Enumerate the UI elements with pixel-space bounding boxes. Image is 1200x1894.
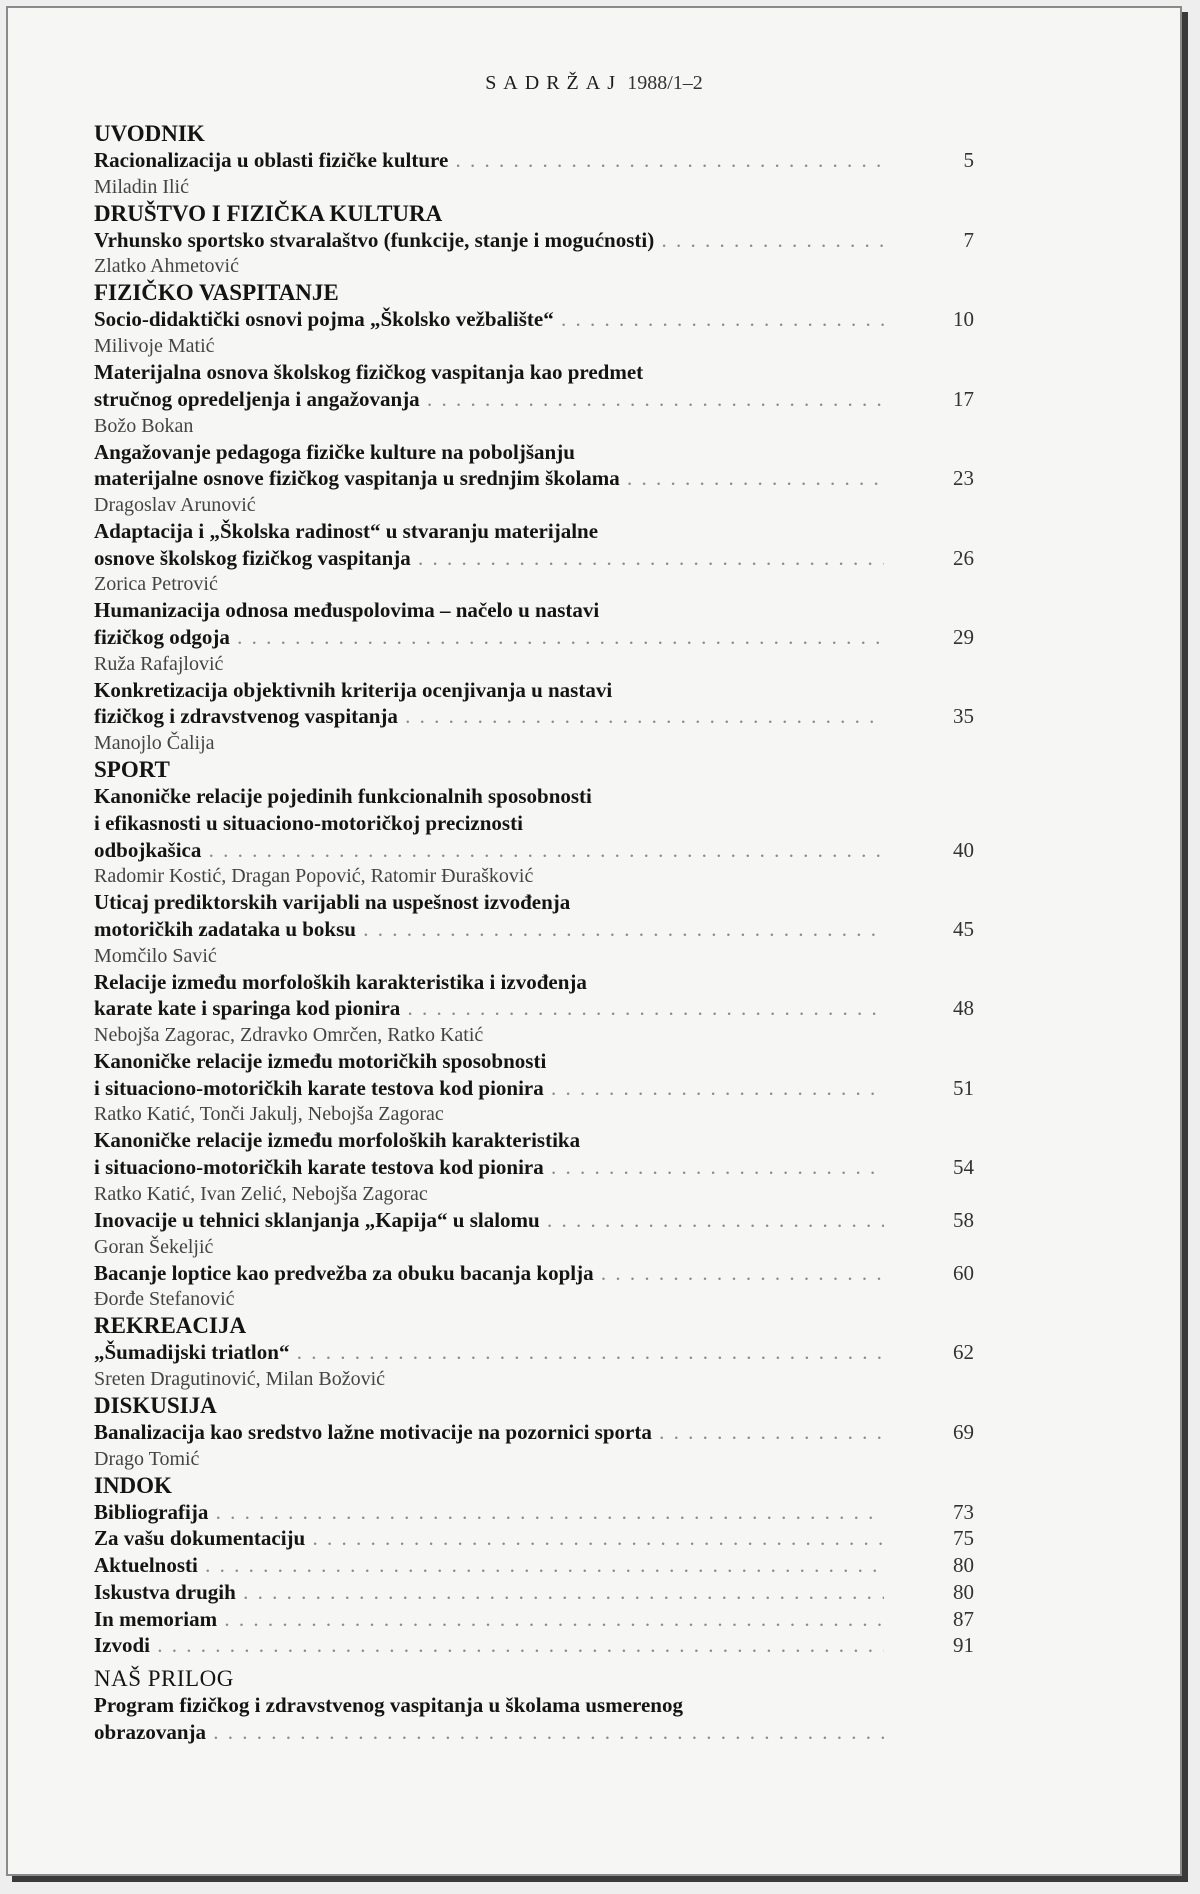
entry-title-line: Humanizacija odnosa međuspolovima – načelo u nastavi (94, 598, 600, 623)
page-number: 91 (953, 1633, 974, 1658)
entry-title-line: Banalizacija kao sredstvo lažne motivacije na pozornici sporta . . . (94, 1419, 884, 1446)
page-number: 80 (953, 1579, 974, 1604)
page-number: 54 (953, 1155, 974, 1180)
entry-title (94, 1579, 974, 1606)
entry-title-line: materijalne osnove fizičkog vaspitanja u srednjim školama . . . (94, 465, 884, 492)
section-heading: INDOK (94, 1472, 172, 1498)
toc-entry[interactable] (94, 439, 974, 518)
entry-title-line: In memoriam . . . (94, 1606, 884, 1633)
entry-title (94, 147, 974, 174)
document-page (6, 6, 1182, 1876)
entry-authors: Sreten Dragutinović, Milan Božović (94, 1367, 386, 1390)
entry-title (94, 1632, 974, 1659)
section-heading: DISKUSIJA (94, 1392, 217, 1418)
page-number: 26 (953, 545, 974, 570)
page-title (8, 70, 1180, 95)
toc-entry[interactable] (94, 1632, 974, 1659)
section-heading: FIZIČKO VASPITANJE (94, 280, 339, 306)
entry-title-line: motoričkih zadataka u boksu . . . (94, 916, 884, 943)
page-number: 45 (953, 916, 974, 941)
section-heading: NAŠ PRILOG (94, 1665, 234, 1691)
toc-entry[interactable] (94, 1260, 974, 1313)
entry-title (94, 1692, 884, 1745)
entry-title-line: Angažovanje pedagoga fizičke kulture na poboljšanju (94, 439, 575, 464)
entry-title-line: Iskustva drugih . . . (94, 1579, 884, 1606)
entry-authors: Dragoslav Arunović (94, 493, 256, 516)
entry-title-line: odbojkašica . . . (94, 837, 884, 864)
section-heading: DRUŠTVO I FIZIČKA KULTURA (94, 200, 443, 226)
toc-entry[interactable] (94, 1692, 974, 1745)
entry-title-line: Socio-didaktički osnovi pojma „Školsko vežbalište“ . . . (94, 306, 884, 333)
toc-entry[interactable] (94, 1339, 974, 1392)
toc-entry[interactable] (94, 1525, 974, 1552)
entry-title-line: Kanoničke relacije između motoričkih sposobnosti (94, 1049, 547, 1074)
entry-title-line: Program fizičkog i zdravstvenog vaspitanja u školama usmerenog (94, 1692, 683, 1717)
entry-title-line: „Šumadijski triatlon“ . . . (94, 1339, 884, 1366)
toc-entry[interactable] (94, 677, 974, 756)
toc-entry[interactable] (94, 227, 974, 280)
section-heading: REKREACIJA (94, 1313, 247, 1339)
entry-title-line: karate kate i sparinga kod pionira . . . (94, 995, 884, 1022)
toc-entry[interactable] (94, 597, 974, 676)
entry-title (94, 359, 974, 412)
entry-authors: Manojlo Čalija (94, 732, 215, 755)
toc-entry[interactable] (94, 1499, 974, 1526)
entry-title-line: i situaciono-motoričkih karate testova kod pionira . . . (94, 1154, 884, 1181)
page-number: 87 (953, 1606, 974, 1631)
entry-authors: Ruža Rafajlović (94, 652, 224, 675)
toc-entry[interactable] (94, 359, 974, 438)
page-number: 73 (953, 1499, 974, 1524)
toc-entry[interactable] (94, 306, 974, 359)
toc-entry[interactable] (94, 1419, 974, 1472)
page-number: 7 (963, 227, 974, 252)
entry-title-line: Za vašu dokumentaciju . . . (94, 1525, 884, 1552)
entry-title-line: Adaptacija i „Školska radinost“ u stvaranju materijalne (94, 518, 599, 543)
page-number: 51 (953, 1075, 974, 1100)
entry-authors: Radomir Kostić, Dragan Popović, Ratomir Đurašković (94, 865, 534, 888)
entry-title-line: Kanoničke relacije pojedinih funkcionalnih sposobnosti (94, 784, 592, 809)
entry-title (94, 1419, 974, 1446)
entry-authors: Momčilo Savić (94, 944, 217, 967)
page-number: 75 (953, 1526, 974, 1551)
entry-authors: Nebojša Zagorac, Zdravko Omrčen, Ratko Katić (94, 1024, 484, 1047)
entry-title-line: Materijalna osnova školskog fizičkog vaspitanja kao predmet (94, 360, 644, 385)
toc-entry[interactable] (94, 783, 974, 889)
entry-authors: Milivoje Matić (94, 335, 215, 358)
page-number: 48 (953, 996, 974, 1021)
page-number: 29 (953, 625, 974, 650)
page-number: 62 (953, 1340, 974, 1365)
toc-entry[interactable] (94, 1207, 974, 1260)
page-number: 35 (953, 704, 974, 729)
page-number: 23 (953, 466, 974, 491)
contents-heading: SADRŽAJ (485, 72, 622, 94)
page-number: 58 (953, 1207, 974, 1232)
entry-title-line: Kanoničke relacije između morfoloških karakteristika (94, 1128, 581, 1153)
entry-title-line: Inovacije u tehnici sklanjanja „Kapija“ u slalomu . . . (94, 1207, 884, 1234)
entry-title (94, 597, 974, 650)
entry-title (94, 1606, 974, 1633)
page-number: 40 (953, 837, 974, 862)
entry-title-line: Bacanje loptice kao predvežba za obuku bacanja koplja . . . (94, 1260, 884, 1287)
entry-authors: Miladin Ilić (94, 175, 189, 198)
entry-title-line: fizičkog i zdravstvenog vaspitanja . . . (94, 703, 884, 730)
entry-title-line: Bibliografija . . . (94, 1499, 884, 1526)
entry-title (94, 677, 974, 730)
page-number: 17 (953, 386, 974, 411)
toc-entry[interactable] (94, 1127, 974, 1206)
entry-title (94, 227, 974, 254)
entry-title (94, 889, 974, 942)
entry-authors: Zorica Petrović (94, 573, 218, 596)
section-heading: SPORT (94, 757, 170, 783)
entry-title-line: Relacije između morfoloških karakteristika i izvođenja (94, 969, 587, 994)
entry-title (94, 1339, 974, 1366)
entry-title (94, 1525, 974, 1552)
entry-title (94, 1048, 974, 1101)
entry-authors: Ratko Katić, Tonči Jakulj, Nebojša Zagorac (94, 1103, 444, 1126)
issue-number: 1988/1–2 (627, 72, 703, 94)
section-heading: UVODNIK (94, 121, 205, 146)
entry-title (94, 439, 974, 492)
toc-entry[interactable] (94, 518, 974, 597)
entry-title (94, 518, 974, 571)
entry-title-line: i efikasnosti u situaciono-motoričkoj preciznosti (94, 810, 523, 835)
page-number: 80 (953, 1553, 974, 1578)
entry-title-line: i situaciono-motoričkih karate testova kod pionira . . . (94, 1075, 884, 1102)
entry-title-line: Izvodi . . . (94, 1632, 884, 1659)
entry-authors: Zlatko Ahmetović (94, 255, 239, 278)
toc-entry[interactable] (94, 147, 974, 200)
toc-entry[interactable] (94, 1048, 974, 1127)
entry-title-line: fizičkog odgoja . . . (94, 624, 884, 651)
toc-entry[interactable] (94, 1579, 974, 1606)
entry-title-line: Konkretizacija objektivnih kriterija ocenjivanja u nastavi (94, 677, 613, 702)
entry-title-line: Vrhunsko sportsko stvaralaštvo (funkcije, stanje i mogućnosti) . . . (94, 227, 884, 254)
entry-title-line: stručnog opredeljenja i angažovanja . . . (94, 386, 884, 413)
entry-title (94, 306, 974, 333)
entry-title (94, 969, 974, 1022)
page-number: 60 (953, 1260, 974, 1285)
toc-entry[interactable] (94, 1552, 974, 1579)
entry-title (94, 783, 974, 863)
page-number: 5 (963, 148, 974, 172)
toc-entry[interactable] (94, 889, 974, 968)
toc-entry[interactable] (94, 1606, 974, 1633)
table-of-contents (94, 120, 974, 1745)
entry-title (94, 1127, 974, 1180)
entry-title-line: Aktuelnosti . . . (94, 1552, 884, 1579)
entry-authors: Đorđe Stefanović (94, 1288, 235, 1311)
toc-entry[interactable] (94, 969, 974, 1048)
entry-title (94, 1499, 974, 1526)
entry-title (94, 1552, 974, 1579)
entry-authors: Božo Bokan (94, 414, 194, 437)
entry-title-line: Racionalizacija u oblasti fizičke kulture . . . (94, 147, 884, 174)
entry-title (94, 1260, 974, 1287)
entry-title (94, 1207, 974, 1234)
entry-title-line: Uticaj prediktorskih varijabli na uspešnost izvođenja (94, 890, 571, 915)
entry-title-line: osnove školskog fizičkog vaspitanja . . . (94, 545, 884, 572)
page-number: 10 (953, 307, 974, 332)
entry-authors: Goran Šekeljić (94, 1235, 214, 1258)
entry-title-line: obrazovanja . . . (94, 1719, 884, 1746)
entry-authors: Drago Tomić (94, 1447, 200, 1470)
page-number: 69 (953, 1419, 974, 1444)
entry-authors: Ratko Katić, Ivan Zelić, Nebojša Zagorac (94, 1182, 428, 1205)
